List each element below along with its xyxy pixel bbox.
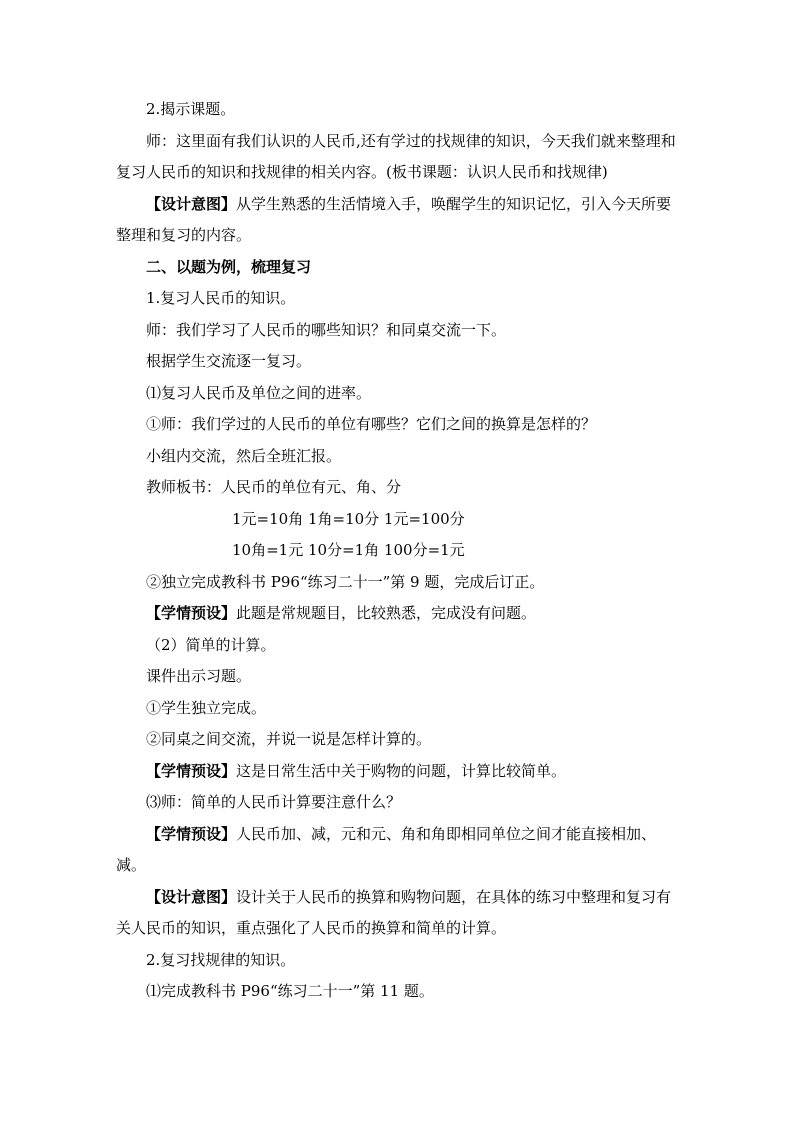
list-item: 根据学生交流逐一复习。 xyxy=(146,352,312,370)
conversion-line: 10角=1元 10分=1角 100分=1元 xyxy=(232,541,465,559)
conversion-line: 1元=10角 1角=10分 1元=100分 xyxy=(232,509,465,528)
tagged-text: 设计关于人民币的换算和购物问题，在具体的练习中整理和复习有关人民币的知识，重点强化了人民币的换算和简单的计算。 xyxy=(116,887,672,937)
tagged-paragraph-design-intent-1 xyxy=(116,189,682,252)
tag-label: 【学情预设】 xyxy=(146,824,237,843)
list-item: 课件出示习题。 xyxy=(146,667,252,685)
tag-label: 【学情预设】 xyxy=(146,761,237,780)
tagged-paragraph-design-intent-2 xyxy=(116,882,682,945)
tagged-paragraph-student-preview-2 xyxy=(116,756,682,788)
tagged-paragraph-student-preview-3 xyxy=(116,819,682,882)
tagged-paragraph-student-preview-1 xyxy=(116,598,682,630)
list-item: 师：我们学习了人民币的哪些知识？和同桌交流一下。 xyxy=(146,320,507,339)
tag-label: 【设计意图】 xyxy=(146,887,237,906)
tag-label: 【设计意图】 xyxy=(146,194,237,213)
section-item-reveal-topic: 2.揭示课题。 xyxy=(146,100,236,118)
list-item: ⑶师：简单的人民币计算要注意什么？ xyxy=(146,793,402,811)
list-item: ①学生独立完成。 xyxy=(146,698,267,717)
paragraph-teacher-intro: 师：这里面有我们认识的人民币,还有学过的找规律的知识，今天我们就来整理和复习人民币的知识和找规律的相关内容。(板书课题：认识人民币和找规律) xyxy=(116,131,676,181)
list-item: 教师板书：人民币的单位有元、角、分 xyxy=(146,478,402,496)
tag-label: 【学情预设】 xyxy=(146,604,237,622)
list-item: （2）简单的计算。 xyxy=(146,635,276,654)
list-item: ②独立完成教科书 P96“练习二十一”第 9 题，完成后订正。 xyxy=(146,572,545,591)
list-item: 2.复习找规律的知识。 xyxy=(146,950,296,969)
document-body xyxy=(116,94,682,1008)
tagged-text: 此题是常规题目，比较熟悉，完成没有问题。 xyxy=(236,604,537,622)
tagged-text: 这是日常生活中关于购物的问题，计算比较简单。 xyxy=(236,761,567,780)
list-item: 1.复习人民币的知识。 xyxy=(146,289,296,307)
list-item: ②同桌之间交流，并说一说是怎样计算的。 xyxy=(146,730,432,748)
list-item: 小组内交流，然后全班汇报。 xyxy=(146,446,342,465)
list-item: ⑴复习人民币及单位之间的进率。 xyxy=(146,383,372,402)
list-item: ①师：我们学过的人民币的单位有哪些？它们之间的换算是怎样的？ xyxy=(146,415,597,433)
tagged-text: 人民币加、减，元和元、角和角即相同单位之间才能直接相加、减。 xyxy=(116,824,657,874)
tagged-text: 从学生熟悉的生活情境入手，唤醒学生的知识记忆，引入今天所要整理和复习的内容。 xyxy=(116,194,672,244)
section-heading: 二、以题为例，梳理复习 xyxy=(146,257,312,276)
list-item: ⑴完成教科书 P96“练习二十一”第 11 题。 xyxy=(146,982,434,1000)
